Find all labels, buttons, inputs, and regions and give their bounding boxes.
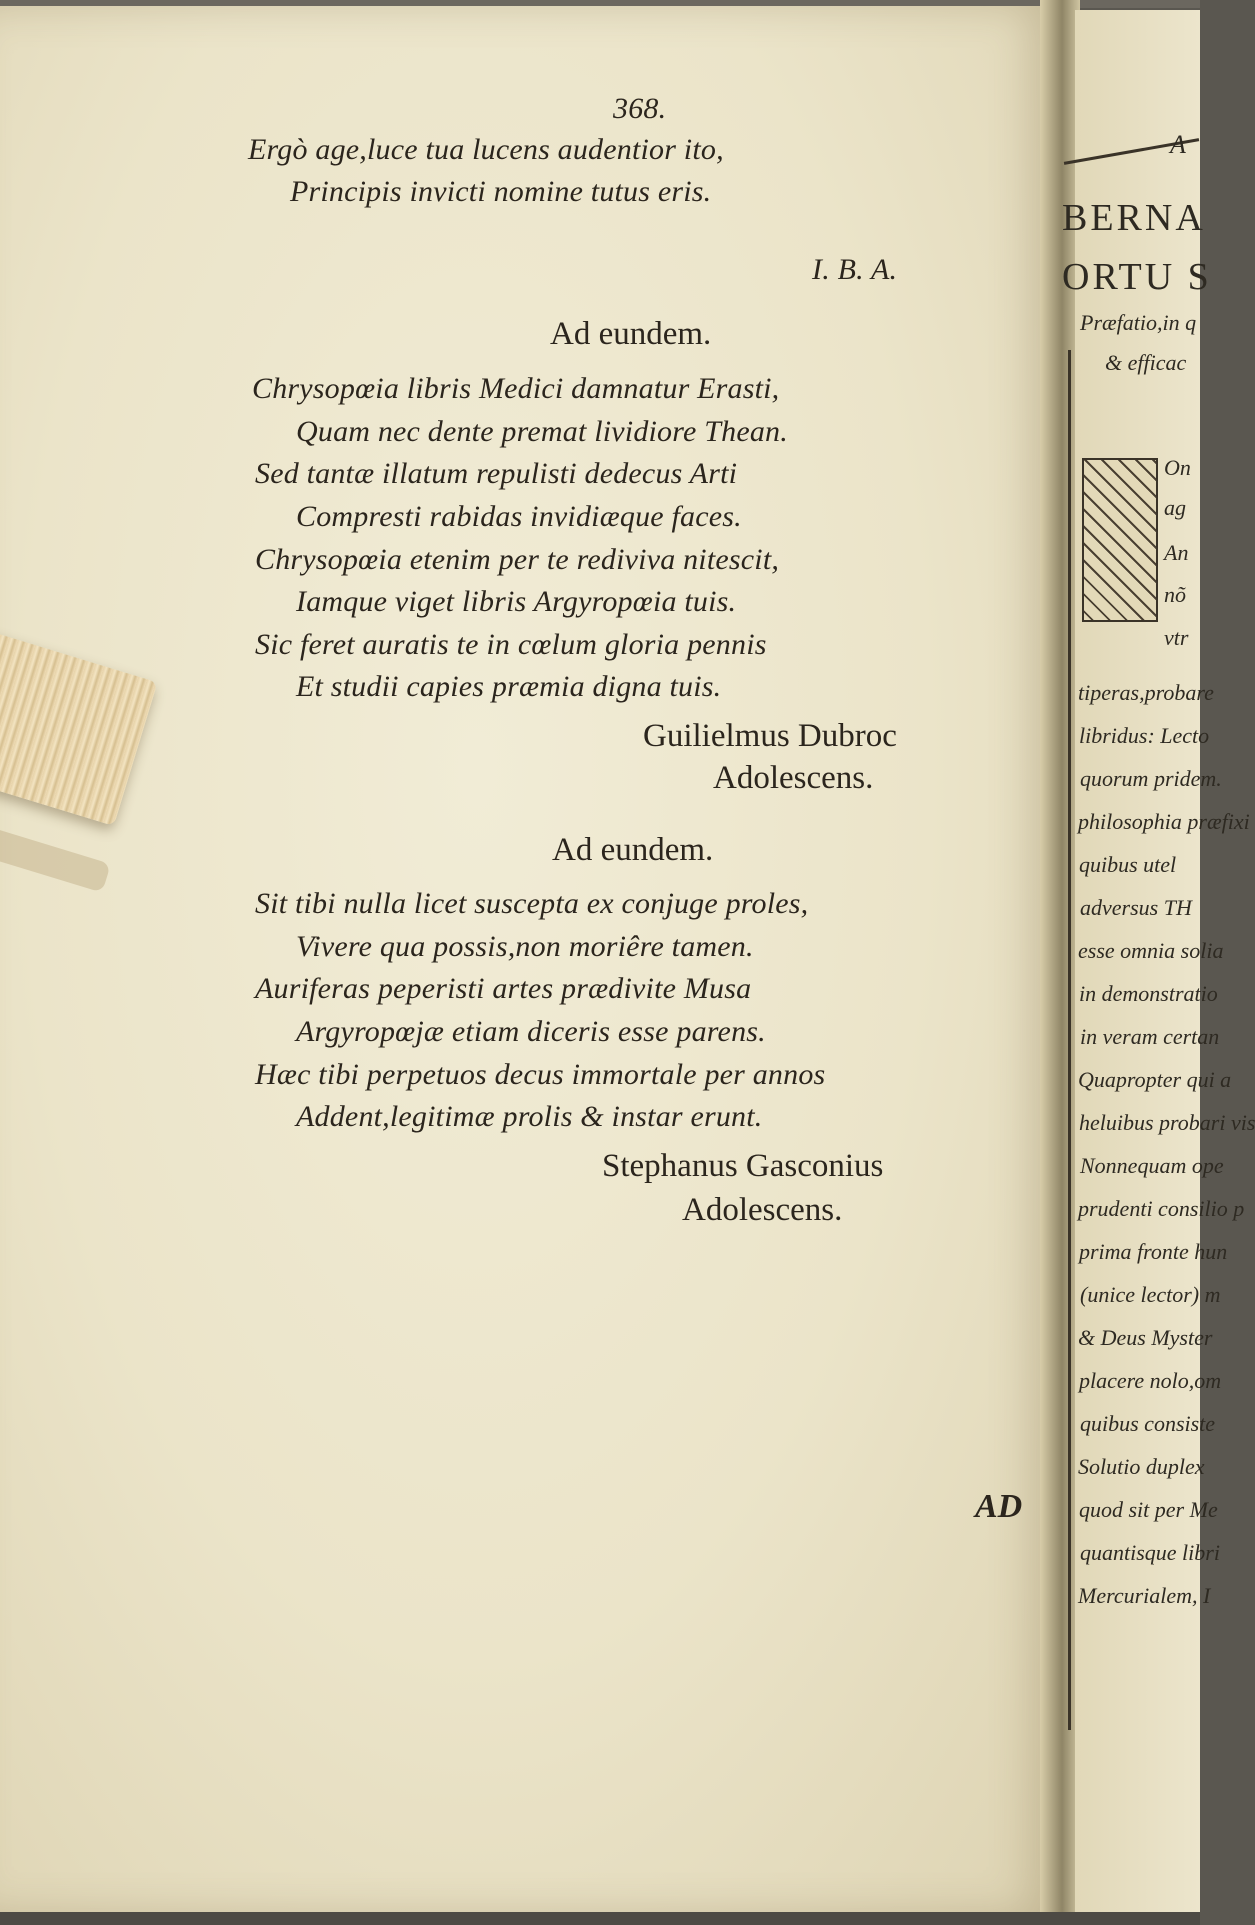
facing-header-line-1: BERNA (1062, 197, 1206, 239)
poem-1-line-5: Chrysopœia etenim per te rediviva nitescit, (255, 543, 780, 576)
facing-body-line: in veram certan (1080, 1024, 1220, 1049)
facing-body-line: philosophia præfixi (1078, 809, 1250, 834)
facing-body-line: quorum pridem. (1080, 766, 1222, 791)
facing-body-line: quod sit per Me (1079, 1497, 1218, 1522)
poem-2-line-5: Hæc tibi perpetuos decus immortale per annos (255, 1058, 826, 1091)
poem-2-heading: Ad eundem. (552, 832, 714, 868)
poem-1-heading: Ad eundem. (550, 316, 712, 352)
poem-1-line-1: Chrysopœia libris Medici damnatur Erasti, (252, 372, 780, 405)
catchword: AD (975, 1488, 1023, 1525)
facing-body-line: placere nolo,om (1079, 1368, 1222, 1393)
facing-body-line: Quapropter qui a (1078, 1067, 1232, 1092)
facing-dropcap-side-5: vtr (1164, 625, 1189, 650)
facing-dropcap-side-4: nõ (1164, 582, 1186, 607)
poem-2-signature-title: Adolescens. (682, 1192, 843, 1228)
facing-body-line: heluibus probari vis (1079, 1110, 1255, 1135)
author-initials: I. B. A. (812, 253, 898, 286)
poem-1-line-6: Iamque viget libris Argyropœia tuis. (296, 585, 737, 618)
opening-line-2: Principis invicti nomine tutus eris. (290, 175, 712, 208)
facing-body-line: prudenti consilio p (1078, 1196, 1245, 1221)
facing-dropcap-side-2: ag (1164, 495, 1186, 520)
facing-body-line: quibus utel (1079, 852, 1177, 877)
facing-body-line: libridus: Lecto (1079, 723, 1210, 748)
facing-body-line: tiperas,probare (1078, 680, 1214, 705)
poem-2-line-2: Vivere qua possis,non moriêre tamen. (296, 930, 754, 963)
poem-2-line-3: Auriferas peperisti artes prædivite Musa (255, 972, 752, 1005)
bottom-book-edge (0, 1912, 1200, 1925)
facing-subhead-line-1: Præfatio,in q (1080, 310, 1197, 335)
facing-body-line: & Deus Myster (1078, 1325, 1213, 1350)
facing-body-line: (unice lector) m (1080, 1282, 1221, 1307)
facing-subhead-line-2: & efficac (1105, 350, 1187, 375)
facing-body-line: esse omnia solia (1078, 938, 1224, 963)
facing-body-line: Mercurialem, I (1078, 1583, 1211, 1608)
page-number: 368. (613, 92, 667, 125)
poem-1-line-4: Compresti rabidas invidiæque faces. (296, 500, 742, 533)
poem-1-line-7: Sic feret auratis te in cœlum gloria pennis (255, 628, 767, 661)
facing-column-rule (1068, 350, 1071, 1730)
decorated-initial-image (1082, 458, 1158, 622)
facing-body-line: adversus TH (1080, 895, 1192, 920)
facing-body-line: quibus consiste (1080, 1411, 1216, 1436)
opening-line-1: Ergò age,luce tua lucens audentior ito, (248, 133, 724, 166)
facing-body-line: in demonstratio (1079, 981, 1218, 1006)
facing-body-line: prima fronte hun (1079, 1239, 1228, 1264)
facing-header-a: A (1170, 130, 1186, 159)
facing-dropcap-side-3: An (1164, 540, 1189, 565)
facing-dropcap-side-1: On (1164, 455, 1191, 480)
poem-1-line-2: Quam nec dente premat lividiore Thean. (296, 415, 788, 448)
facing-body-line: quantisque libri (1080, 1540, 1220, 1565)
facing-header-line-2: ORTU S (1062, 256, 1212, 298)
facing-body-line: Solutio duplex (1078, 1454, 1205, 1479)
poem-2-line-1: Sit tibi nulla licet suscepta ex conjuge proles, (255, 887, 809, 920)
poem-2-line-4: Argyropœjæ etiam diceris esse parens. (296, 1015, 766, 1048)
poem-2-line-6: Addent,legitimæ prolis & instar erunt. (296, 1100, 763, 1133)
poem-1-line-3: Sed tantæ illatum repulisti dedecus Arti (255, 457, 738, 490)
poem-1-signature-title: Adolescens. (713, 760, 874, 796)
poem-1-line-8: Et studii capies præmia digna tuis. (296, 670, 722, 703)
facing-body-line: Nonnequam ope (1080, 1153, 1224, 1178)
poem-1-signature-name: Guilielmus Dubroc (643, 718, 897, 754)
poem-2-signature-name: Stephanus Gasconius (602, 1148, 884, 1184)
